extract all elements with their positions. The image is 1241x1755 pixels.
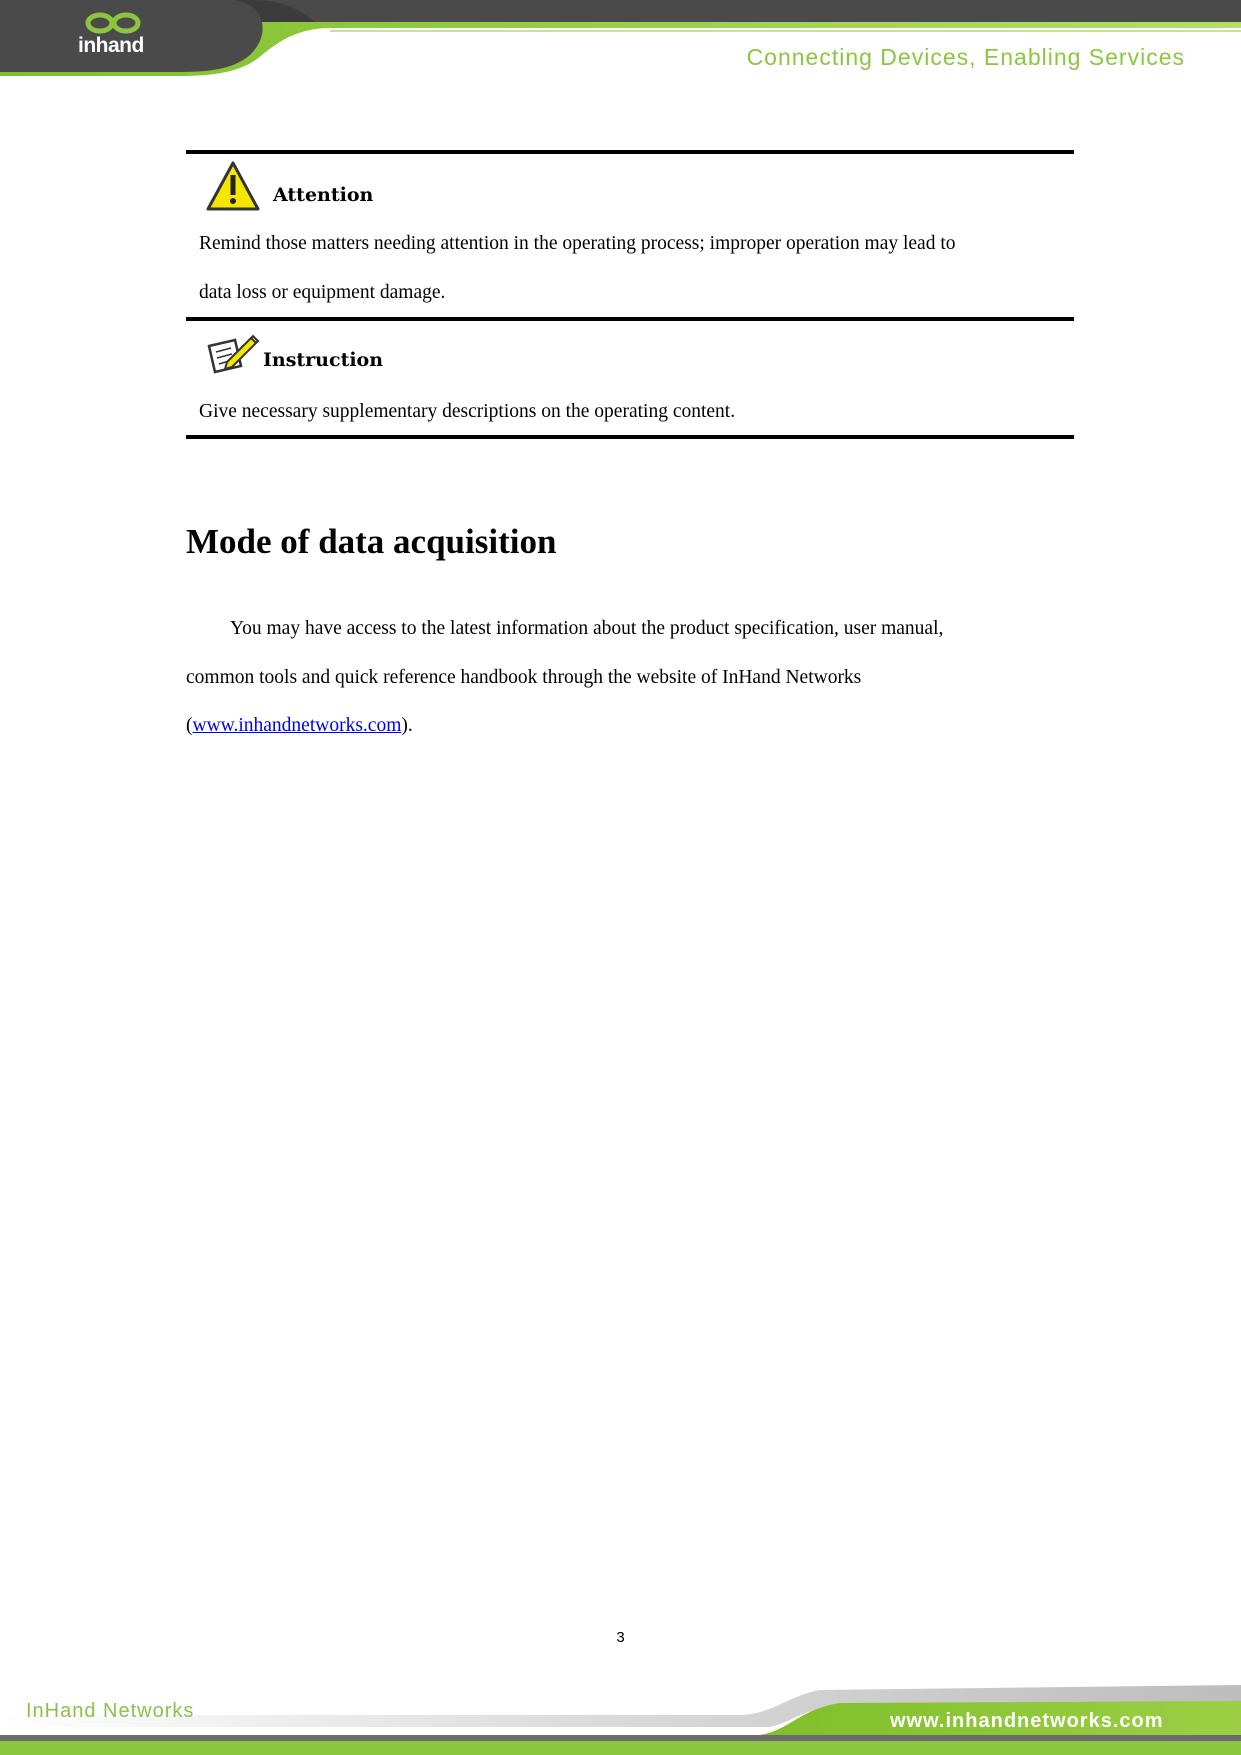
- instruction-bottom-rule: [186, 435, 1074, 439]
- attention-top-rule: [186, 150, 1074, 154]
- instruction-line-1: Give necessary supplementary descriptions on the operating content.: [199, 401, 736, 422]
- notepad-pencil-icon: [205, 330, 261, 376]
- section-paragraph: [186, 605, 1066, 751]
- paren-open: (: [186, 715, 193, 736]
- paragraph-line-3: [186, 702, 1066, 751]
- instruction-text: [199, 387, 1069, 436]
- section-heading: Mode of data acquisition: [186, 522, 557, 561]
- attention-bottom-rule: [186, 317, 1074, 321]
- attention-text: [199, 219, 1069, 317]
- paren-close: ).: [401, 715, 413, 736]
- logo-text: inhand: [78, 34, 144, 57]
- header-tagline: Connecting Devices, Enabling Services: [746, 44, 1185, 70]
- footer-url: www.inhandnetworks.com: [890, 1710, 1164, 1732]
- page-number: 3: [616, 1629, 625, 1646]
- warning-triangle-icon: [205, 160, 261, 212]
- attention-line-1: Remind those matters needing attention in the operating process; improper operation may lead to: [199, 233, 956, 254]
- instruction-title: Instruction: [263, 349, 384, 371]
- page-header: [0, 0, 1241, 95]
- page-footer: [0, 1675, 1241, 1755]
- attention-header: [205, 160, 373, 212]
- attention-title: Attention: [273, 184, 374, 206]
- paragraph-line-1: You may have access to the latest information about the product specification, user manual,: [230, 618, 944, 639]
- footer-brand: InHand Networks: [26, 1700, 195, 1722]
- paragraph-line-2: common tools and quick reference handbook through the website of InHand Networks: [186, 666, 862, 688]
- website-link[interactable]: www.inhandnetworks.com: [192, 715, 402, 736]
- instruction-header: [205, 330, 383, 376]
- attention-line-2: data loss or equipment damage.: [199, 282, 446, 303]
